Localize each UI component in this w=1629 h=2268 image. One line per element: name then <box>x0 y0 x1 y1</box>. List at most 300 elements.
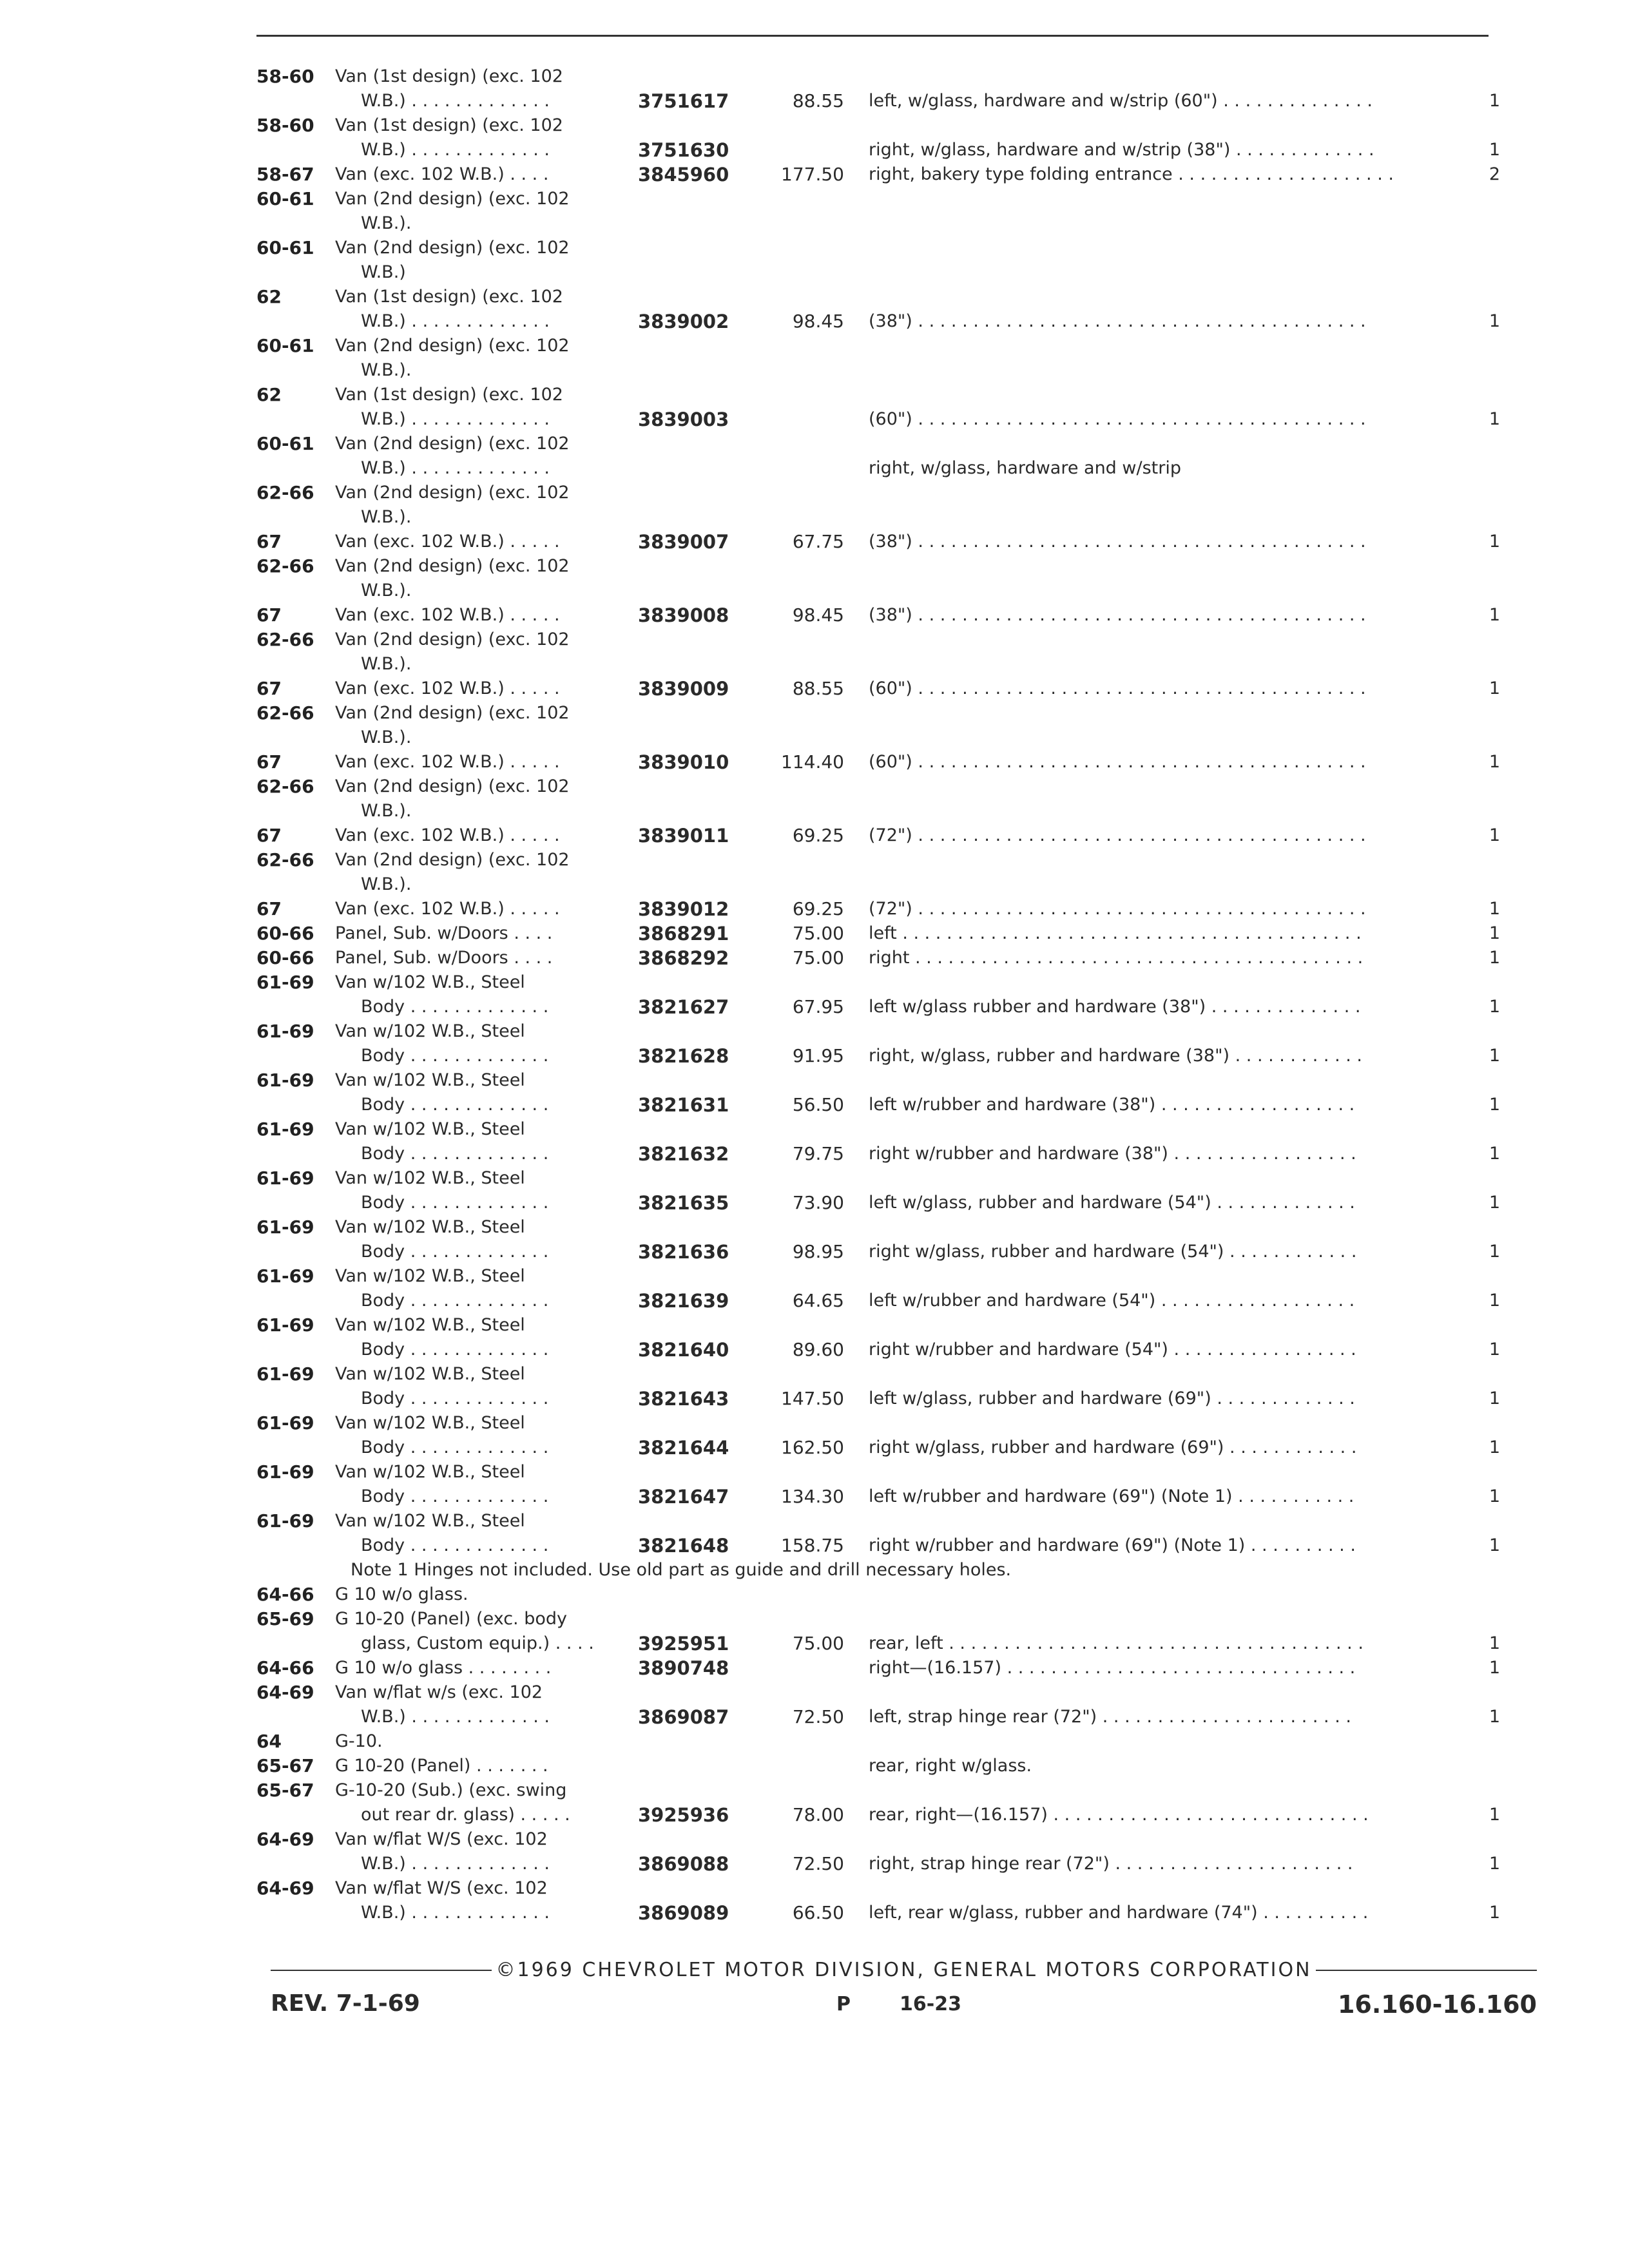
application <box>335 1582 638 1607</box>
application-line-1: Van w/flat W/S (exc. 102 <box>335 1878 548 1898</box>
model-years: 61-69 <box>256 1363 314 1385</box>
description: right, w/glass, rubber and hardware (38") . . . . . . . . . . . . <box>869 1046 1363 1066</box>
list-price: 75.00 <box>792 1633 844 1654</box>
part-number: 3821647 <box>638 1486 729 1508</box>
part-number: 3839008 <box>638 604 729 626</box>
application <box>335 897 638 921</box>
model-years: 62-66 <box>256 629 314 650</box>
part-number <box>638 334 767 358</box>
application-line-2: W.B.). <box>361 360 412 380</box>
parts-row <box>256 1166 1532 1215</box>
part-number: 3751617 <box>638 90 729 112</box>
application <box>335 187 638 236</box>
part-number: 3925951 <box>638 1633 729 1655</box>
parts-row <box>256 334 1532 383</box>
part-number <box>638 628 767 652</box>
application <box>335 285 638 334</box>
quantity <box>1461 774 1500 799</box>
list-price: 114.40 <box>781 751 844 773</box>
part-number: 3839003 <box>638 408 729 430</box>
description: left, strap hinge rear (72") . . . . . . . . . . . . . . . . . . . . . . . <box>869 1707 1351 1727</box>
list-price <box>767 554 844 579</box>
description <box>869 628 1461 652</box>
parts-row <box>256 236 1532 285</box>
parts-row <box>256 1680 1532 1729</box>
application-line-1: Van w/102 W.B., Steel <box>335 972 525 992</box>
list-price <box>767 383 844 407</box>
application-line-2: W.B.). <box>361 654 412 674</box>
application <box>335 1607 638 1656</box>
application-line-2: W.B.). <box>361 801 412 821</box>
application <box>335 921 638 946</box>
list-price: 98.45 <box>792 311 844 332</box>
model-years: 67 <box>256 751 282 773</box>
application-line-1: Van (exc. 102 W.B.) . . . . . <box>335 605 560 625</box>
model-years: 62 <box>256 286 282 307</box>
model-years: 67 <box>256 604 282 626</box>
description: (38") . . . . . . . . . . . . . . . . . . . . . . . . . . . . . . . . . . . . . . . . . <box>869 311 1366 331</box>
application <box>335 1215 638 1264</box>
model-years: 65-67 <box>256 1755 314 1776</box>
application-line-2: W.B.). <box>361 874 412 894</box>
application <box>335 1460 638 1509</box>
parts-row <box>256 1876 1532 1925</box>
application-line-1: Van w/102 W.B., Steel <box>335 1070 525 1090</box>
application-line-1: Van w/102 W.B., Steel <box>335 1511 525 1531</box>
quantity: 1 <box>1489 1046 1500 1066</box>
description: right w/rubber and hardware (38") . . . . . . . . . . . . . . . . . <box>869 1144 1356 1164</box>
quantity: 1 <box>1489 140 1500 160</box>
model-years: 67 <box>256 825 282 846</box>
model-years: 61-69 <box>256 1119 314 1140</box>
parts-row <box>256 823 1532 848</box>
application <box>335 1778 638 1827</box>
description: right w/glass, rubber and hardware (54") . . . . . . . . . . . . <box>869 1242 1357 1262</box>
model-years: 61-69 <box>256 1070 314 1091</box>
description: (60") . . . . . . . . . . . . . . . . . . . . . . . . . . . . . . . . . . . . . . . . . <box>869 678 1366 698</box>
application-line-2: out rear dr. glass) . . . . . <box>361 1805 570 1825</box>
application-line-1: Van (1st design) (exc. 102 <box>335 115 563 135</box>
application-line-1: Van (2nd design) (exc. 102 <box>335 483 570 503</box>
part-number: 3925936 <box>638 1804 729 1826</box>
list-price <box>767 848 844 872</box>
application <box>335 848 638 897</box>
part-number: 3839012 <box>638 898 729 920</box>
application <box>335 750 638 774</box>
parts-row <box>256 897 1532 921</box>
application <box>335 1656 638 1680</box>
part-number: 3839010 <box>638 751 729 773</box>
application-line-2: W.B.) . . . . . . . . . . . . . <box>361 91 550 111</box>
parts-row <box>256 113 1532 162</box>
list-price: 79.75 <box>792 1143 844 1164</box>
application <box>335 481 638 530</box>
application-line-2: Body . . . . . . . . . . . . . <box>361 1291 549 1311</box>
part-number <box>638 554 767 579</box>
quantity: 1 <box>1489 923 1500 943</box>
quantity <box>1461 481 1500 505</box>
application-line-2: Body . . . . . . . . . . . . . <box>361 1535 549 1555</box>
list-price <box>767 701 844 726</box>
model-years: 62-66 <box>256 776 314 797</box>
model-years: 61-69 <box>256 972 314 993</box>
description: left w/rubber and hardware (69") (Note 1) . . . . . . . . . . . <box>869 1486 1354 1506</box>
part-number: 3821627 <box>638 996 729 1018</box>
list-price: 64.65 <box>792 1290 844 1311</box>
part-number <box>638 774 767 799</box>
quantity: 1 <box>1489 1903 1500 1923</box>
application <box>335 554 638 603</box>
model-years: 60-61 <box>256 188 314 209</box>
quantity: 1 <box>1489 678 1500 698</box>
model-years: 64-66 <box>256 1657 314 1678</box>
description: (60") . . . . . . . . . . . . . . . . . . . . . . . . . . . . . . . . . . . . . . . . . <box>869 409 1366 429</box>
application-line-2: W.B.) <box>361 262 406 282</box>
application-line-1: Van w/102 W.B., Steel <box>335 1413 525 1433</box>
parts-row <box>256 1754 1532 1778</box>
quantity: 1 <box>1489 1144 1500 1164</box>
description: rear, right w/glass. <box>869 1756 1032 1776</box>
application <box>335 383 638 432</box>
parts-row <box>256 530 1532 554</box>
parts-row <box>256 970 1532 1019</box>
part-number: 3821644 <box>638 1437 729 1459</box>
application <box>335 1509 638 1558</box>
model-years: 62 <box>256 384 282 405</box>
application-line-1: Van w/flat W/S (exc. 102 <box>335 1829 548 1849</box>
list-price: 162.50 <box>781 1437 844 1458</box>
parts-row <box>256 1778 1532 1827</box>
quantity: 1 <box>1489 899 1500 919</box>
quantity: 1 <box>1489 91 1500 111</box>
parts-row <box>256 162 1532 187</box>
list-price: 98.95 <box>792 1241 844 1262</box>
list-price: 69.25 <box>792 898 844 919</box>
parts-row <box>256 64 1532 113</box>
quantity: 1 <box>1489 1095 1500 1115</box>
description <box>869 848 1461 872</box>
application-line-1: Van w/102 W.B., Steel <box>335 1168 525 1188</box>
page-footer <box>271 1959 1537 2023</box>
model-years: 61-69 <box>256 1314 314 1336</box>
description: rear, left . . . . . . . . . . . . . . . . . . . . . . . . . . . . . . . . . . . . . . <box>869 1633 1364 1653</box>
application <box>335 603 638 628</box>
application-line-1: G 10-20 (Panel) . . . . . . . <box>335 1756 548 1776</box>
description: right, w/glass, hardware and w/strip (38") . . . . . . . . . . . . . <box>869 140 1374 160</box>
application <box>335 1876 638 1925</box>
application <box>335 1729 638 1754</box>
application-line-1: Van w/102 W.B., Steel <box>335 1021 525 1041</box>
quantity <box>1461 701 1500 726</box>
model-years: 61-69 <box>256 1265 314 1287</box>
list-price <box>767 236 844 260</box>
description: right, bakery type folding entrance . . . . . . . . . . . . . . . . . . . . <box>869 164 1394 184</box>
part-number: 3869089 <box>638 1902 729 1924</box>
list-price <box>767 628 844 652</box>
description <box>869 774 1461 799</box>
description: right, w/glass, hardware and w/strip <box>869 458 1181 478</box>
application <box>335 162 638 187</box>
application <box>335 334 638 383</box>
application-line-1: G 10-20 (Panel) (exc. body <box>335 1609 567 1629</box>
quantity: 1 <box>1489 1658 1500 1678</box>
description: right, strap hinge rear (72") . . . . . . . . . . . . . . . . . . . . . . <box>869 1854 1353 1874</box>
description: left w/glass, rubber and hardware (54") . . . . . . . . . . . . . <box>869 1193 1355 1213</box>
application-line-2: W.B.) . . . . . . . . . . . . . <box>361 1854 550 1874</box>
application-line-1: Van w/102 W.B., Steel <box>335 1266 525 1286</box>
part-number: 3821640 <box>638 1339 729 1361</box>
section-number: 16.160-16.160 <box>1337 1990 1537 2019</box>
application-line-1: Panel, Sub. w/Doors . . . . <box>335 923 553 943</box>
application-line-1: Van w/flat w/s (exc. 102 <box>335 1682 543 1702</box>
model-years: 64 <box>256 1731 282 1752</box>
footer-rule-right <box>1316 1970 1537 1971</box>
description <box>869 701 1461 726</box>
application-line-2: Body . . . . . . . . . . . . . <box>361 1046 549 1066</box>
quantity: 1 <box>1489 1340 1500 1360</box>
parts-row <box>256 677 1532 701</box>
application-line-1: Panel, Sub. w/Doors . . . . <box>335 948 553 968</box>
application-line-2: W.B.) . . . . . . . . . . . . . <box>361 1707 550 1727</box>
model-years: 67 <box>256 531 282 552</box>
parts-row <box>256 628 1532 677</box>
list-price <box>767 481 844 505</box>
description: (38") . . . . . . . . . . . . . . . . . . . . . . . . . . . . . . . . . . . . . . . . . <box>869 532 1366 552</box>
part-number: 3839009 <box>638 678 729 700</box>
application-line-1: Van (2nd design) (exc. 102 <box>335 850 570 870</box>
parts-row <box>256 1215 1532 1264</box>
parts-row <box>256 774 1532 823</box>
quantity: 1 <box>1489 1805 1500 1825</box>
list-price: 78.00 <box>792 1804 844 1825</box>
model-years: 60-66 <box>256 947 314 968</box>
model-years: 65-67 <box>256 1780 314 1801</box>
part-number: 3821648 <box>638 1535 729 1557</box>
application <box>335 774 638 823</box>
application-line-2: glass, Custom equip.) . . . . <box>361 1633 594 1653</box>
parts-row <box>256 383 1532 432</box>
parts-row <box>256 1264 1532 1313</box>
application <box>335 236 638 285</box>
application <box>335 1313 638 1362</box>
application <box>335 628 638 677</box>
application-line-2: Body . . . . . . . . . . . . . <box>361 997 549 1017</box>
part-number: 3821628 <box>638 1045 729 1067</box>
application <box>335 1166 638 1215</box>
quantity: 1 <box>1489 1389 1500 1408</box>
quantity <box>1461 554 1500 579</box>
model-years: 67 <box>256 678 282 699</box>
quantity: 1 <box>1489 948 1500 968</box>
parts-row <box>256 1362 1532 1411</box>
description: left, rear w/glass, rubber and hardware (74") . . . . . . . . . . <box>869 1903 1369 1923</box>
part-number: 3868292 <box>638 947 729 969</box>
application-line-1: Van (exc. 102 W.B.) . . . . . <box>335 825 560 845</box>
application-line-2: Body . . . . . . . . . . . . . <box>361 1437 549 1457</box>
list-price: 56.50 <box>792 1094 844 1115</box>
part-number: 3890748 <box>638 1657 729 1679</box>
page-letter: P <box>836 1993 851 2015</box>
application <box>335 1019 638 1068</box>
application-line-1: Van w/102 W.B., Steel <box>335 1462 525 1482</box>
part-number: 3821639 <box>638 1290 729 1312</box>
quantity: 1 <box>1489 1854 1500 1874</box>
application-line-1: Van (2nd design) (exc. 102 <box>335 629 570 649</box>
description <box>869 554 1461 579</box>
list-price: 66.50 <box>792 1902 844 1923</box>
application <box>335 1362 638 1411</box>
part-number: 3839007 <box>638 531 729 553</box>
parts-row <box>256 603 1532 628</box>
quantity <box>1461 432 1500 456</box>
application-line-1: Van w/102 W.B., Steel <box>335 1315 525 1335</box>
list-price: 88.55 <box>792 678 844 699</box>
model-years: 58-67 <box>256 164 314 185</box>
parts-row <box>256 481 1532 530</box>
list-price <box>767 334 844 358</box>
parts-row <box>256 1656 1532 1680</box>
application-line-2: Body . . . . . . . . . . . . . <box>361 1242 549 1262</box>
application-line-2: Body . . . . . . . . . . . . . <box>361 1095 549 1115</box>
part-number: 3821643 <box>638 1388 729 1410</box>
application-line-1: Van (1st design) (exc. 102 <box>335 385 563 405</box>
application-line-1: Van (2nd design) (exc. 102 <box>335 556 570 576</box>
parts-row <box>256 1411 1532 1460</box>
description: right—(16.157) . . . . . . . . . . . . . . . . . . . . . . . . . . . . . . . . <box>869 1658 1356 1678</box>
model-years: 61-69 <box>256 1510 314 1532</box>
model-years: 64-69 <box>256 1829 314 1850</box>
part-number: 3868291 <box>638 923 729 945</box>
model-years: 64-66 <box>256 1584 314 1605</box>
list-price: 72.50 <box>792 1706 844 1727</box>
footnote: Note 1 Hinges not included. Use old part as guide and drill necessary holes. <box>351 1560 1012 1580</box>
copyright-line <box>271 1959 1537 1981</box>
quantity: 1 <box>1489 1291 1500 1311</box>
list-price <box>767 432 844 456</box>
part-number: 3869088 <box>638 1853 729 1875</box>
list-price: 73.90 <box>792 1192 844 1213</box>
parts-row <box>256 701 1532 750</box>
list-price: 89.60 <box>792 1339 844 1360</box>
list-price <box>767 113 844 138</box>
parts-row <box>256 1117 1532 1166</box>
application-line-1: Van (exc. 102 W.B.) . . . . . <box>335 678 560 698</box>
list-price: 91.95 <box>792 1045 844 1066</box>
application-line-1: Van (exc. 102 W.B.) . . . . . <box>335 899 560 919</box>
application-line-2: W.B.) . . . . . . . . . . . . . <box>361 311 550 331</box>
description: rear, right—(16.157) . . . . . . . . . . . . . . . . . . . . . . . . . . . . . <box>869 1805 1369 1825</box>
application-line-1: G-10. <box>335 1731 383 1751</box>
parts-row <box>256 554 1532 603</box>
quantity <box>1461 848 1500 872</box>
application-line-1: Van (2nd design) (exc. 102 <box>335 189 570 209</box>
application-line-1: Van (1st design) (exc. 102 <box>335 287 563 307</box>
model-years: 65-69 <box>256 1608 314 1629</box>
page-number: 16-23 <box>900 1993 961 2015</box>
description: left w/glass, rubber and hardware (69") . . . . . . . . . . . . . <box>869 1389 1355 1408</box>
quantity: 1 <box>1489 1707 1500 1727</box>
model-years: 58-60 <box>256 66 314 87</box>
application <box>335 1411 638 1460</box>
model-years: 60-61 <box>256 237 314 258</box>
application-line-1: G-10-20 (Sub.) (exc. swing <box>335 1780 567 1800</box>
description <box>869 334 1461 358</box>
parts-row <box>256 1582 1532 1607</box>
application-line-1: Van (2nd design) (exc. 102 <box>335 776 570 796</box>
description: right w/glass, rubber and hardware (69") . . . . . . . . . . . . <box>869 1437 1357 1457</box>
part-number: 3821636 <box>638 1241 729 1263</box>
part-number <box>638 236 767 260</box>
application <box>335 1264 638 1313</box>
parts-row <box>256 848 1532 897</box>
application-line-2: W.B.). <box>361 727 412 747</box>
model-years: 64-69 <box>256 1878 314 1899</box>
model-years: 62-66 <box>256 555 314 577</box>
model-years: 58-60 <box>256 115 314 136</box>
application <box>335 970 638 1019</box>
description: (72") . . . . . . . . . . . . . . . . . . . . . . . . . . . . . . . . . . . . . . . . . <box>869 825 1366 845</box>
application-line-2: W.B.) . . . . . . . . . . . . . <box>361 409 550 429</box>
application-line-1: Van w/102 W.B., Steel <box>335 1119 525 1139</box>
application-line-1: Van (2nd design) (exc. 102 <box>335 238 570 258</box>
application-line-1: G 10 w/o glass. <box>335 1584 468 1604</box>
application <box>335 432 638 481</box>
parts-row <box>256 750 1532 774</box>
description <box>869 187 1461 211</box>
quantity: 1 <box>1489 409 1500 429</box>
application <box>335 823 638 848</box>
application <box>335 1068 638 1117</box>
part-number <box>638 701 767 726</box>
revision-date: REV. 7-1-69 <box>271 1990 420 2017</box>
part-number <box>638 848 767 872</box>
list-price <box>767 774 844 799</box>
application-line-2: Body . . . . . . . . . . . . . <box>361 1144 549 1164</box>
application-line-1: Van (2nd design) (exc. 102 <box>335 336 570 356</box>
application <box>335 530 638 554</box>
application-line-2: Body . . . . . . . . . . . . . <box>361 1340 549 1360</box>
application <box>335 677 638 701</box>
part-number: 3821631 <box>638 1094 729 1116</box>
parts-row <box>256 1460 1532 1509</box>
part-number: 3839002 <box>638 311 729 332</box>
quantity: 1 <box>1489 752 1500 772</box>
parts-row <box>256 1827 1532 1876</box>
application <box>335 64 638 113</box>
quantity: 1 <box>1489 1193 1500 1213</box>
quantity: 1 <box>1489 311 1500 331</box>
description: left w/glass rubber and hardware (38") . . . . . . . . . . . . . . <box>869 997 1361 1017</box>
application-line-2: W.B.). <box>361 213 412 233</box>
parts-row <box>256 1729 1532 1754</box>
parts-row <box>256 1019 1532 1068</box>
list-price: 88.55 <box>792 90 844 111</box>
application-line-1: Van (exc. 102 W.B.) . . . . . <box>335 752 560 772</box>
model-years: 62-66 <box>256 702 314 724</box>
quantity <box>1461 236 1500 260</box>
application <box>335 1680 638 1729</box>
application <box>335 701 638 750</box>
parts-row <box>256 187 1532 236</box>
list-price: 147.50 <box>781 1388 844 1409</box>
model-years: 61-69 <box>256 1168 314 1189</box>
quantity: 1 <box>1489 1486 1500 1506</box>
top-rule <box>256 35 1489 37</box>
application-line-2: Body . . . . . . . . . . . . . <box>361 1486 549 1506</box>
application-line-2: Body . . . . . . . . . . . . . <box>361 1193 549 1213</box>
model-years: 60-66 <box>256 923 314 944</box>
list-price: 75.00 <box>792 947 844 968</box>
